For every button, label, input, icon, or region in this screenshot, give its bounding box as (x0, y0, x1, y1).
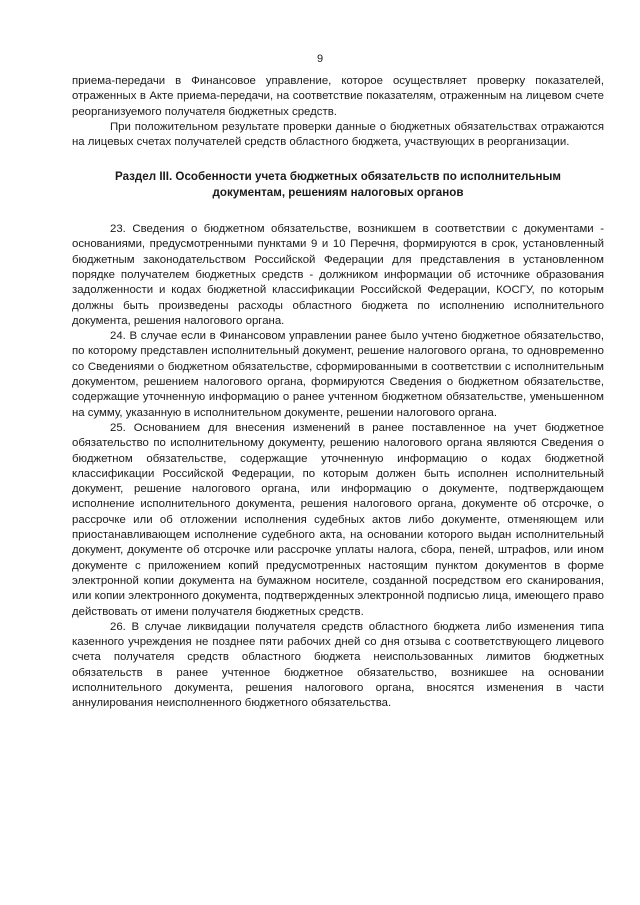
paragraph-item-24: 24. В случае если в Финансовом управлении ранее было учтено бюджетное обязательство, по которому представлен исполнительный документ, решение налогового органа, то одновременно со Сведениями о бюджетном обязательстве, сформированными в соответствии с исполнительным документом, решением налогового органа, формируются Сведения о бюджетном обязательстве, содержащие уточненную информацию о ранее учтенном бюджетном обязательстве, уменьшенном на сумму, указанную в исполнительном документе, решении налогового органа. (72, 330, 604, 419)
document-body (72, 74, 604, 712)
section-title: Раздел III. Особенности учета бюджетных обязательств по исполнительным документам, решениям налоговых органов (115, 170, 561, 199)
paragraph-item-23: 23. Сведения о бюджетном обязательстве, возникшем в соответствии с документами - основаниями, предусмотренными пунктами 9 и 10 Перечня, формируются в срок, установленный бюджетным законодательством Российской Федерации для представления в установленном порядке получателем бюджетных средств - должником информации об источнике образования задолженности и кодах бюджетной классификации Российской Федерации, КОСГУ, по которым должны быть произведены расходы областного бюджета по исполнению исполнительного документа, решения налогового органа. (72, 223, 604, 327)
page-number: 9 (316, 53, 324, 65)
paragraph-item-25: 25. Основанием для внесения изменений в ранее поставленное на учет бюджетное обязательство по исполнительному документу, решению налогового органа являются Сведения о бюджетном обязательстве, содержащие уточненную информацию о кодах бюджетной классификации Российской Федерации, по которым должен быть исполнен исполнительный документ, решение налогового органа, или информацию о документе, подтверждающем исполнение исполнительного документа, решения налогового органа, документе об отсрочке, о рассрочке или об отложении исполнения судебных актов либо документе, отменяющем или приостанавливающем исполнение судебного акта, на основании которого выдан исполнительный документ, документе об отсрочке или рассрочке уплаты налога, сбора, пеней, штрафов, или ином документе с приложением копий предусмотренных настоящим пунктом документов в форме электронной копии документа на бумажном носителе, созданной посредством его сканирования, или копии электронного документа, подтвержденных электронной подписью лица, имеющего право действовать от имени получателя бюджетных средств. (72, 421, 604, 618)
paragraph-continuation: приема-передачи в Финансовое управление, которое осуществляет проверку показателей, отраженных в Акте приема-передачи, на соответствие показателям, отраженным на лицевом счете реорганизуемого получателя бюджетных средств. (72, 75, 604, 118)
paragraph: При положительном результате проверки данные о бюджетных обязательствах отражаются на лицевых счетах получателей средств областного бюджета, участвующих в реорганизации. (72, 120, 604, 149)
paragraph-item-26: 26. В случае ликвидации получателя средств областного бюджета либо изменения типа казенного учреждения не позднее пяти рабочих дней со дня отзыва с соответствующего лицевого счета получателя средств областного бюджета неиспользованных лимитов бюджетных обязательств в ранее учтенное бюджетное обязательство, возникшее на основании исполнительного документа, решения налогового органа, вносятся изменения в части аннулирования неисполненного бюджетного обязательства. (72, 620, 604, 710)
